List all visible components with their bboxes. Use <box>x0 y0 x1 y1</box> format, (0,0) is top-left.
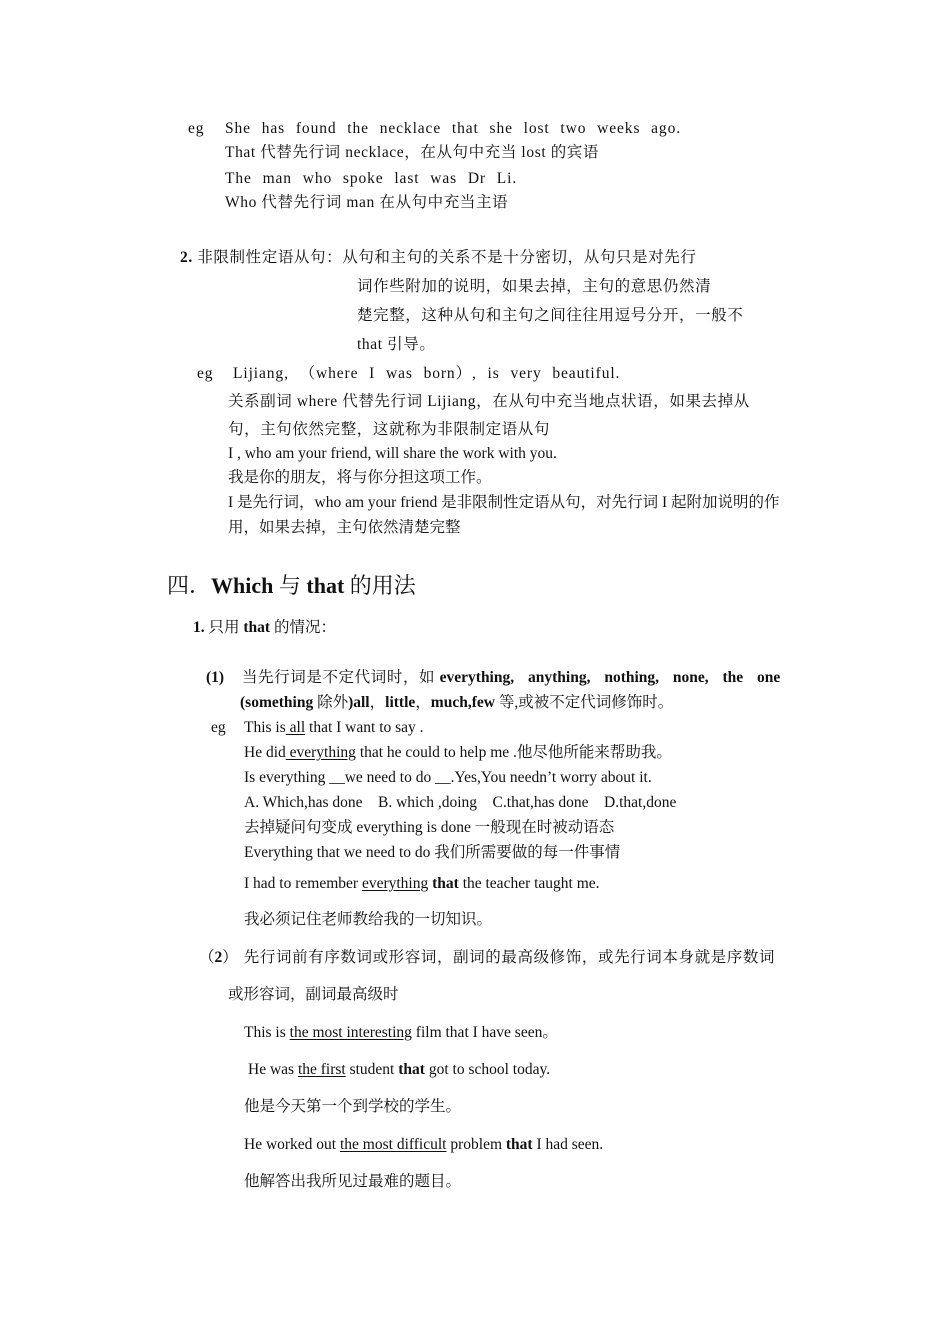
example-sentence <box>248 1060 550 1080</box>
example-sentence <box>244 1135 603 1155</box>
translation-line: 他是今天第一个到学校的学生。 <box>244 1098 462 1115</box>
text: ， <box>415 694 431 711</box>
definition-line: that 引导。 <box>357 336 436 353</box>
heading-suffix: 的用法 <box>344 573 416 598</box>
explanation-line: I 是先行词，who am your friend 是非限制性定语从句，对先行词 I 起附加说明的作 <box>228 494 780 511</box>
subsection-number: 1. <box>193 619 205 636</box>
section-4-heading <box>167 572 416 600</box>
text: He did <box>244 744 286 761</box>
example-sentence: I , who am your friend, will share the work with you. <box>228 445 557 462</box>
underlined-text: the most difficult <box>340 1136 447 1153</box>
bold-text: )all <box>348 694 370 711</box>
eg-label: eg <box>211 719 226 736</box>
item-2-line-2: 或形容词，副词最高级时 <box>228 986 399 1003</box>
explanation-line: 句，主句依然完整，这就称为非限制定语从句 <box>228 421 551 438</box>
example-sentence: The man who spoke last was Dr Li. <box>225 170 518 187</box>
text: He worked out <box>244 1136 340 1153</box>
example-sentence: Lijiang, （where I was born）, is very beautiful. <box>233 365 621 382</box>
explanation-line: 去掉疑问句变成 everything is done 一般现在时被动语态 <box>244 819 615 836</box>
example-sentence <box>244 743 672 763</box>
text: I had to remember <box>244 875 362 892</box>
section-2-heading <box>180 248 696 268</box>
text: that he could to help me .他尽他所能来帮助我。 <box>355 744 672 761</box>
text: I had seen. <box>532 1136 604 1153</box>
text: 等,或被不定代词修饰时。 <box>494 694 674 711</box>
answer-options: A. Which,has done B. which ,doing C.that,has done D.that,done <box>244 794 677 811</box>
example-sentence <box>244 1023 558 1043</box>
explanation-line: Everything that we need to do 我们所需要做的每一件事情 <box>244 844 621 861</box>
explanation-line: 关系副词 where 代替先行词 Lijiang，在从句中充当地点状语，如果去掉从 <box>228 393 750 410</box>
underlined-text: everything <box>285 744 356 761</box>
example-sentence <box>244 718 424 738</box>
item-1-line-1 <box>206 668 780 688</box>
item-2-line-1 <box>199 948 775 968</box>
question-sentence: Is everything __we need to do __.Yes,You needn’t worry about it. <box>244 769 652 786</box>
text: He was <box>248 1061 298 1078</box>
underlined-text: everything <box>361 875 429 892</box>
bold-text: little <box>385 694 416 711</box>
eg-label: eg <box>197 365 214 382</box>
heading-which: Which <box>211 573 274 598</box>
text: the teacher taught me. <box>458 875 600 892</box>
underlined-text: all <box>285 719 306 736</box>
definition-line: 从句和主句的关系不是十分密切，从句只是对先行 <box>342 249 697 266</box>
item-bold-words: everything, anything, nothing, none, the one <box>439 669 781 686</box>
underlined-text: the first <box>297 1061 346 1078</box>
bold-text: that <box>428 875 459 892</box>
subsection-1-heading <box>193 618 336 638</box>
item-number: 2 <box>214 949 223 966</box>
heading-yu: 与 <box>273 573 307 598</box>
underlined-text: the most interesting <box>289 1024 412 1041</box>
text: got to school today. <box>424 1061 551 1078</box>
explanation-line: That 代替先行词 necklace，在从句中充当 lost 的宾语 <box>225 144 600 161</box>
text: ） <box>222 949 238 966</box>
explanation-line: Who 代替先行词 man 在从句中充当主语 <box>225 194 509 211</box>
text: 除外 <box>317 694 349 711</box>
bold-text: (something <box>240 694 318 711</box>
section-number: 2. <box>180 249 193 266</box>
bold-text: that <box>398 1061 425 1078</box>
subsection-that: that <box>243 619 271 636</box>
example-sentence: She has found the necklace that she lost two weeks ago. <box>225 120 682 137</box>
text: that I want to say . <box>305 719 424 736</box>
subsection-text: 的情况： <box>270 619 336 636</box>
definition-line: 楚完整，这种从句和主句之间往往用逗号分开，一般不 <box>357 307 744 324</box>
item-number: (1) <box>206 669 225 686</box>
section-title: 非限制性定语从句： <box>197 249 343 266</box>
text: student <box>345 1061 399 1078</box>
item-text: 先行词前有序数词或形容词，副词的最高级修饰，或先行词本身就是序数词 <box>243 949 776 966</box>
eg-label: eg <box>188 120 205 137</box>
text: （ <box>199 949 215 966</box>
subsection-text: 只用 <box>204 619 244 636</box>
text: This is <box>244 1024 290 1041</box>
heading-that: that <box>306 573 345 598</box>
translation-line: 我是你的朋友，将与你分担这项工作。 <box>228 469 492 486</box>
bold-text: much,few <box>430 694 495 711</box>
item-text: 当先行词是不定代词时，如 <box>241 669 440 686</box>
bold-text: that <box>505 1136 533 1153</box>
heading-prefix: 四． <box>167 573 212 598</box>
text: problem <box>446 1136 506 1153</box>
item-1-line-2 <box>240 693 673 713</box>
text: film that I have seen。 <box>411 1024 558 1041</box>
translation-line: 我必须记住老师教给我的一切知识。 <box>244 911 493 928</box>
example-sentence <box>244 874 600 894</box>
definition-line: 词作些附加的说明，如果去掉，主句的意思仍然清 <box>357 278 712 295</box>
text: ， <box>369 694 386 711</box>
explanation-line: 用，如果去掉，主句依然清楚完整 <box>228 519 461 536</box>
text: This is <box>244 719 286 736</box>
translation-line: 他解答出我所见过最难的题目。 <box>244 1173 462 1190</box>
